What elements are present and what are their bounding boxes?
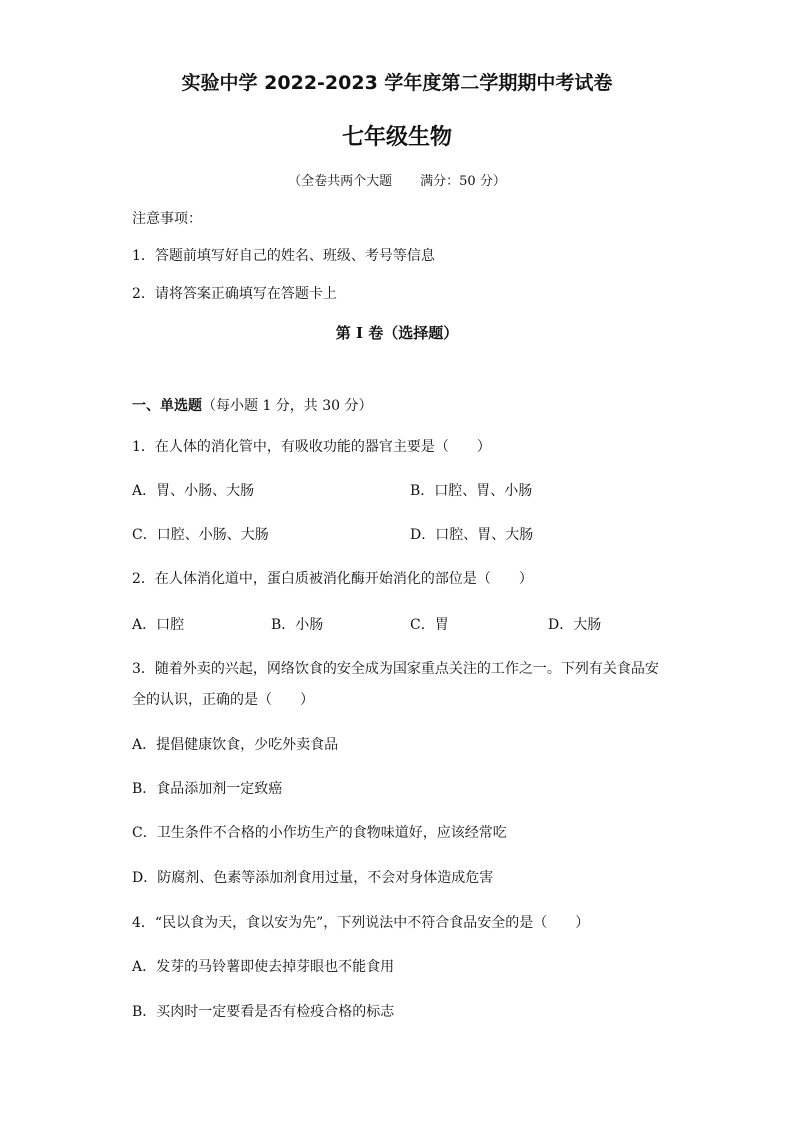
notice-item-1: 1．答题前填写好自己的姓名、班级、考号等信息 <box>132 248 435 264</box>
subject-title: 七年级生物 <box>341 125 452 150</box>
notice-item-2: 2．请将答案正确填写在答题卡上 <box>132 286 337 302</box>
notice-heading: 注意事项： <box>132 211 202 227</box>
section-heading <box>132 396 373 416</box>
scope-right: 满分：50 分） <box>420 174 506 189</box>
question-4-option-b: B．买肉时一定要看是否有检疫合格的标志 <box>132 1004 395 1020</box>
question-2-stem: 2．在人体消化道中，蛋白质被消化酶开始消化的部位是（ ） <box>132 571 533 587</box>
exam-scope <box>0 172 794 192</box>
question-2-option-c: C．胃 <box>410 617 449 633</box>
question-3-option-c: C．卫生条件不合格的小作坊生产的食物味道好，应该经常吃 <box>132 825 507 841</box>
question-2-option-d: D．大肠 <box>548 617 602 633</box>
question-3-stem-line-2: 全的认识，正确的是（ ） <box>132 692 314 708</box>
question-3-option-d: D．防腐剂、色素等添加剂食用过量，不会对身体造成危害 <box>132 870 494 886</box>
question-1-option-c: C．口腔、小肠、大肠 <box>132 527 269 543</box>
question-1-option-d: D．口腔、胃、大肠 <box>410 527 534 543</box>
volume-title: 第 I 卷（选择题） <box>335 324 459 342</box>
section-heading-rest: （每小题 1 分，共 30 分） <box>202 398 373 414</box>
question-2-option-a: A．口腔 <box>132 617 185 633</box>
question-3-stem-line-1: 3．随着外卖的兴起，网络饮食的安全成为国家重点关注的工作之一。下列有关食品安 <box>132 661 659 677</box>
question-4-option-a: A．发芽的马铃薯即使去掉芽眼也不能食用 <box>132 959 395 975</box>
question-2-option-b: B．小肠 <box>271 617 324 633</box>
exam-title: 实验中学 2022-2023 学年度第二学期期中考试卷 <box>181 72 613 94</box>
section-heading-bold: 一、单选题 <box>132 398 202 414</box>
question-1-option-b: B．口腔、胃、小肠 <box>410 483 533 499</box>
question-3-option-a: A．提倡健康饮食，少吃外卖食品 <box>132 737 339 753</box>
question-1-stem: 1．在人体的消化管中，有吸收功能的器官主要是（ ） <box>132 439 491 455</box>
question-3-option-b: B．食品添加剂一定致癌 <box>132 781 283 797</box>
question-4-stem: 4．“民以食为天，食以安为先”，下列说法中不符合食品安全的是（ ） <box>132 915 590 931</box>
question-1-option-a: A．胃、小肠、大肠 <box>132 483 255 499</box>
scope-left: （全卷共两个大题 <box>288 174 393 189</box>
